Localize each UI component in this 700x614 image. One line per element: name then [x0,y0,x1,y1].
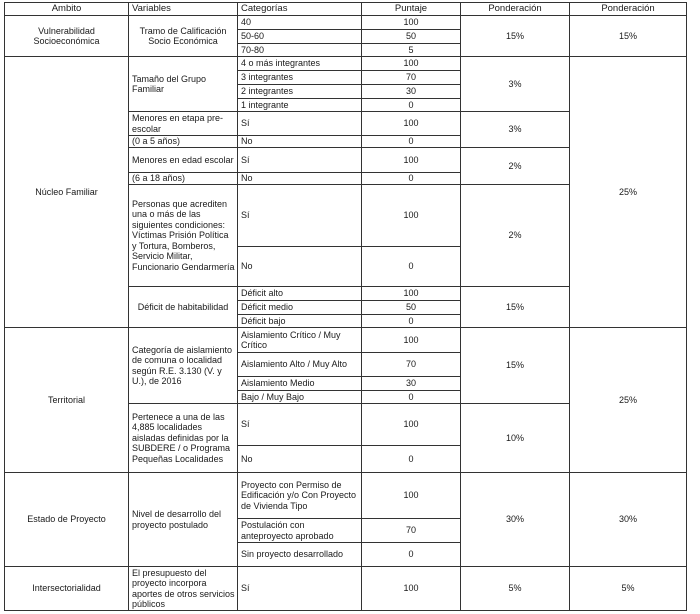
puntaje-cell: 100 [361,147,461,173]
puntaje-cell: 5 [361,43,461,57]
puntaje-cell: 100 [361,56,461,71]
ponderacion-cell: 3% [460,56,570,112]
categoria-cell: 50-60 [237,29,362,44]
variable-presupuesto: El presupuesto del proyecto incorpora aportes de otros servicios públicos [128,566,238,611]
ambito-intersectorialidad: Intersectorialidad [4,566,129,611]
categoria-cell: 1 integrante [237,98,362,112]
ponderacion-cell: 15% [460,15,570,57]
ponderacion-ambito-cell: 25% [569,327,687,473]
header-puntaje: Puntaje [361,2,461,16]
puntaje-cell: 100 [361,286,461,301]
categoria-cell: Sí [237,566,362,611]
puntaje-cell: 30 [361,84,461,99]
puntaje-cell: 100 [361,566,461,611]
categoria-cell: Aislamiento Medio [237,376,362,391]
puntaje-cell: 0 [361,246,461,287]
categoria-cell: Déficit alto [237,286,362,301]
ponderacion-cell: 10% [460,403,570,473]
puntaje-cell: 100 [361,184,461,247]
puntaje-cell: 50 [361,300,461,315]
ambito-territorial: Territorial [4,327,129,473]
categoria-cell: 70-80 [237,43,362,57]
puntaje-cell: 0 [361,135,461,148]
categoria-cell: Sin proyecto desarrollado [237,542,362,567]
variable-tramo-calificacion: Tramo de Calificación Socio Económica [128,15,238,57]
variable-habitabilidad: Déficit de habitabilidad [128,286,238,328]
variable-grupo-familiar: Tamaño del Grupo Familiar [128,56,238,112]
ponderacion-ambito-cell: 25% [569,56,687,328]
ponderacion-cell: 2% [460,147,570,185]
ponderacion-cell: 3% [460,111,570,148]
categoria-cell: Aislamiento Alto / Muy Alto [237,352,362,377]
header-variables: Variables [128,2,238,16]
puntaje-cell: 70 [361,70,461,85]
puntaje-cell: 100 [361,15,461,30]
categoria-cell: No [237,246,362,287]
puntaje-cell: 100 [361,111,461,136]
categoria-cell: Déficit medio [237,300,362,315]
puntaje-cell: 0 [361,542,461,567]
categoria-cell: 3 integrantes [237,70,362,85]
puntaje-cell: 30 [361,376,461,391]
categoria-cell: No [237,172,362,185]
variable-nivel-desarrollo: Nivel de desarrollo del proyecto postulado [128,472,238,567]
categoria-cell: Sí [237,403,362,446]
variable-localidades-aisladas: Pertenece a una de las 4,885 localidades aisladas definidas por la SUBDERE / o Programa Pequeñas Localidades [128,403,238,473]
ponderacion-ambito-cell: 5% [569,566,687,611]
categoria-cell: 4 o más integrantes [237,56,362,71]
variable-preescolar: Menores en etapa pre-escolar [128,111,238,136]
puntaje-cell: 70 [361,518,461,543]
variable-escolar-rango: (6 a 18 años) [128,172,238,185]
puntaje-cell: 50 [361,29,461,44]
categoria-cell: Proyecto con Permiso de Edificación y/o Con Proyecto de Vivienda Tipo [237,472,362,519]
puntaje-cell: 0 [361,172,461,185]
variable-aislamiento: Categoría de aislamiento de comuna o localidad según R.E. 3.130 (V. y U.), de 2016 [128,327,238,404]
ambito-vulnerabilidad: Vulnerabilidad Socioeconómica [4,15,129,57]
categoria-cell: 40 [237,15,362,30]
categoria-cell: Postulación con anteproyecto aprobado [237,518,362,543]
ambito-nucleo-familiar: Núcleo Familiar [4,56,129,328]
categoria-cell: Déficit bajo [237,314,362,328]
puntaje-cell: 0 [361,445,461,473]
header-ponderacion-variable: Ponderación [460,2,570,16]
ambito-estado-proyecto: Estado de Proyecto [4,472,129,567]
categoria-cell: Bajo / Muy Bajo [237,390,362,404]
puntaje-cell: 0 [361,314,461,328]
categoria-cell: No [237,135,362,148]
categoria-cell: Sí [237,184,362,247]
ponderacion-ambito-cell: 15% [569,15,687,57]
puntaje-cell: 100 [361,472,461,519]
categoria-cell: Sí [237,111,362,136]
categoria-cell: Sí [237,147,362,173]
categoria-cell: No [237,445,362,473]
categoria-cell: Aislamiento Crítico / Muy Crítico [237,327,362,353]
header-ponderacion-ambito: Ponderación [569,2,687,16]
variable-condiciones: Personas que acrediten una o más de las siguientes condiciones: Víctimas Prisión Política y Tortura, Bomberos, Servicio Militar, Funcionario Gendarmería [128,184,238,287]
ponderacion-ambito-cell: 30% [569,472,687,567]
header-categorias: Categorías [237,2,362,16]
puntaje-cell: 0 [361,98,461,112]
ponderacion-cell: 30% [460,472,570,567]
puntaje-cell: 100 [361,327,461,353]
variable-escolar: Menores en edad escolar [128,147,238,173]
categoria-cell: 2 integrantes [237,84,362,99]
puntaje-cell: 100 [361,403,461,446]
ponderacion-cell: 15% [460,286,570,328]
ponderacion-cell: 15% [460,327,570,404]
puntaje-cell: 70 [361,352,461,377]
ponderacion-cell: 2% [460,184,570,287]
ponderacion-cell: 5% [460,566,570,611]
header-ambito: Ambito [4,2,129,16]
puntaje-cell: 0 [361,390,461,404]
variable-preescolar-rango: (0 a 5 años) [128,135,238,148]
